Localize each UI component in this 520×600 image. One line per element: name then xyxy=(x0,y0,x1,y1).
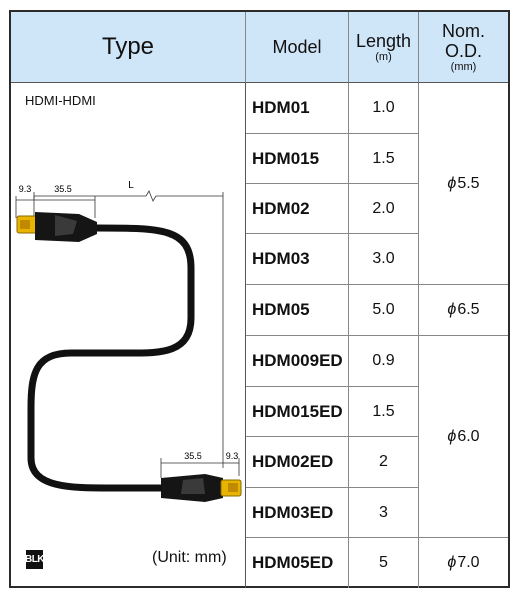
od-value: 6.0 xyxy=(457,427,480,445)
od-value: 7.0 xyxy=(457,554,480,571)
table-row-model: HDM03ED xyxy=(246,488,349,538)
header-length xyxy=(349,12,419,83)
phi-symbol: ϕ xyxy=(447,554,457,571)
cable-diagram xyxy=(11,178,246,518)
header-length-label: Length xyxy=(355,30,412,51)
phi-symbol: ϕ xyxy=(447,301,457,318)
type-cell xyxy=(11,83,246,588)
table-row-length: 5 xyxy=(349,538,419,588)
table-row-model: HDM03 xyxy=(246,234,349,285)
table-row-length: 2.0 xyxy=(349,184,419,234)
table-row-model: HDM05 xyxy=(246,285,349,336)
spec-table xyxy=(9,10,510,588)
hdmi-connector-right-icon xyxy=(161,474,241,502)
table-row-model: HDM015ED xyxy=(246,387,349,437)
unit-note: (Unit: mm) xyxy=(152,549,227,566)
hdmi-connector-left-icon xyxy=(17,212,97,242)
phi-symbol: ϕ xyxy=(447,174,457,192)
table-row-length: 0.9 xyxy=(349,336,419,387)
dim-label-c: 35.5 xyxy=(184,451,202,461)
table-row-model: HDM02 xyxy=(246,184,349,234)
header-model-label: Model xyxy=(272,37,322,57)
table-row-model: HDM05ED xyxy=(246,538,349,588)
table-row-length: 1.0 xyxy=(349,83,419,134)
dim-label-l: L xyxy=(128,180,134,191)
dim-label-a: 9.3 xyxy=(18,184,32,194)
od-group xyxy=(419,83,508,285)
header-od-line2: O.D. xyxy=(444,40,482,61)
header-od xyxy=(419,12,508,83)
table-row-length: 5.0 xyxy=(349,285,419,336)
header-length-unit: (m) xyxy=(375,50,392,63)
table-row-model: HDM009ED xyxy=(246,336,349,387)
header-type-label: Type xyxy=(101,33,155,60)
type-label: HDMI-HDMI xyxy=(25,93,96,108)
od-group xyxy=(419,336,508,538)
table-row-length: 3.0 xyxy=(349,234,419,285)
header-od-line1: Nom. xyxy=(441,20,485,41)
table-row-length: 1.5 xyxy=(349,387,419,437)
table-row-model: HDM01 xyxy=(246,83,349,134)
dim-label-d: 9.3 xyxy=(225,451,239,461)
od-value: 6.5 xyxy=(457,301,480,318)
color-badge-black: BLK xyxy=(26,550,43,569)
table-row-model: HDM015 xyxy=(246,134,349,184)
cable xyxy=(31,228,191,488)
table-row-model: HDM02ED xyxy=(246,437,349,488)
od-group xyxy=(419,285,508,336)
od-group xyxy=(419,538,508,588)
table-row-length: 3 xyxy=(349,488,419,538)
phi-symbol: ϕ xyxy=(447,427,457,445)
header-od-unit: (mm) xyxy=(450,60,477,73)
table-row-length: 1.5 xyxy=(349,134,419,184)
header-type xyxy=(11,12,246,83)
dim-label-b: 35.5 xyxy=(54,184,72,194)
table-row-length: 2 xyxy=(349,437,419,488)
header-model xyxy=(246,12,349,83)
od-value: 5.5 xyxy=(457,174,480,192)
